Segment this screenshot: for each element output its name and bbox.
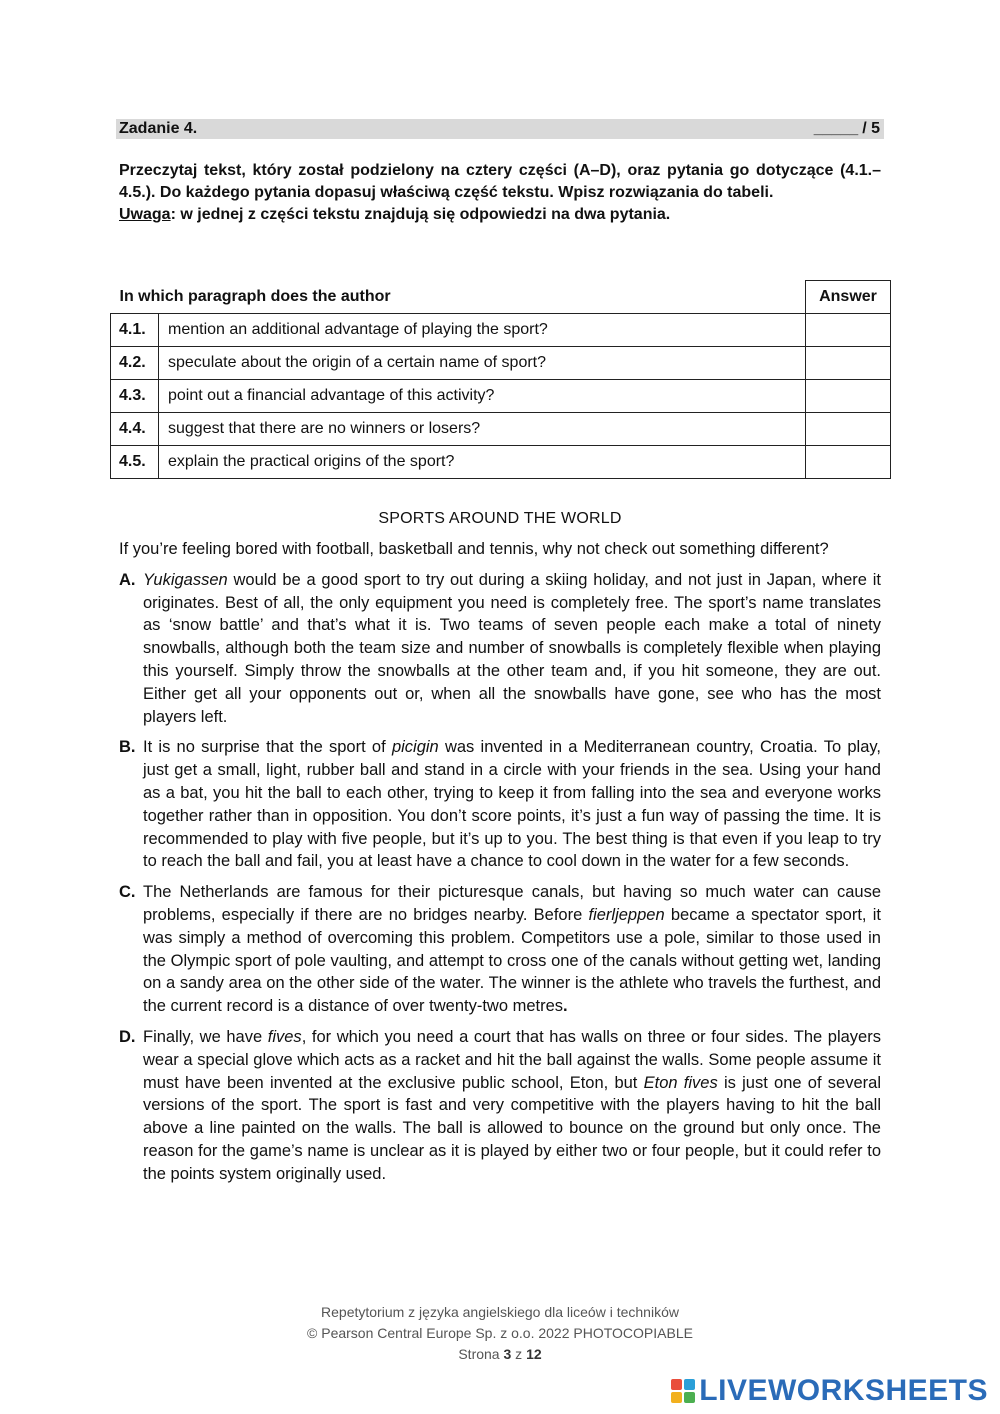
- question-text: explain the practical origins of the sport?: [159, 446, 806, 479]
- paragraph-c: [119, 881, 881, 1018]
- question-header: In which paragraph does the author: [119, 287, 391, 305]
- question-number: 4.4.: [111, 413, 159, 446]
- logo-square: [671, 1392, 682, 1403]
- footer-book-title: Repetytorium z języka angielskiego dla liceów i techników: [321, 1304, 679, 1320]
- sport-name: Eton fives: [643, 1073, 718, 1092]
- score-box: [814, 120, 880, 138]
- liveworksheets-logo[interactable]: [671, 1374, 988, 1408]
- article-title: SPORTS AROUND THE WORLD: [378, 510, 622, 527]
- paragraph-letter: A.: [119, 570, 136, 589]
- page-footer: [0, 1302, 1000, 1365]
- task-title: Zadanie 4.: [119, 120, 198, 137]
- paragraph-letter: B.: [119, 738, 136, 757]
- note-label: Uwaga: [119, 206, 171, 223]
- score-blank: _____: [813, 120, 859, 137]
- footer-copyright: © Pearson Central Europe Sp. z o.o. 2022 PHOTOCOPIABLE: [307, 1325, 693, 1341]
- paragraph-a: [119, 569, 881, 729]
- answer-cell[interactable]: [806, 446, 891, 479]
- paragraph-text: The Netherlands are famous for their picturesque canals, but having so much water can cause problems, especially if there are no bridges nearby. Before fierljeppen became a spectator sport, it was simply a method of overcoming this problem. Competitors use a pole, similar to those used in the Olympic sport of pole vaulting, and attempt to cross one of the canals without getting wet, landing on a sandy area on the other side of the water. The winner is the athlete who travels the furthest, and the current record is a distance of over twenty-two metres.: [143, 883, 881, 1016]
- logo-square: [671, 1379, 682, 1390]
- question-text: point out a financial advantage of this activity?: [159, 380, 806, 413]
- paragraph-text: Finally, we have fives, for which you need a court that has walls on three or four sides. The players wear a special glove which acts as a racket and hit the ball against the walls. Some people assume it must have been invented at the exclusive public school, Eton, but Eton fives is just one of several versions of the sport. The sport is fast and very competitive with the players having to hit the ball above a line painted on the walls. The ball is allowed to bounce on the ground but only once. The reason for the game’s name is unclear as it is played by either two or four people, but it could refer to the points system originally used.: [143, 1027, 881, 1183]
- paragraph-d: [119, 1026, 881, 1186]
- paragraph-letter: D.: [119, 1027, 136, 1046]
- answer-table: [110, 280, 891, 479]
- logo-grid-icon: [671, 1379, 695, 1403]
- answer-cell[interactable]: [806, 347, 891, 380]
- answer-cell[interactable]: [806, 413, 891, 446]
- table-row: [111, 347, 891, 380]
- logo-square: [684, 1379, 695, 1390]
- paragraph-b: [119, 736, 881, 873]
- table-header-row: [111, 281, 891, 314]
- score-max: / 5: [862, 120, 880, 137]
- paragraph-text: It is no surprise that the sport of picigin was invented in a Mediterranean country, Croatia. To play, just get a small, light, rubber ball and stand in a circle with your friends in the sea. Using your hand as a bat, you hit the ball to each other, trying to keep it from falling into the sea and everyone works together rather than in opposition. You don’t score points, it’s just a fun way of passing the time. It is recommended to play with five people, but it’s up to you. The best thing is that even if you leap to try to reach the ball and fail, you at least have a chance to cool down in the water for a few seconds.: [143, 738, 881, 871]
- paragraph-letter: C.: [119, 883, 136, 902]
- table-row: [111, 380, 891, 413]
- sport-name: fierljeppen: [588, 905, 665, 924]
- instructions-note: [119, 204, 881, 226]
- question-number: 4.5.: [111, 446, 159, 479]
- sport-name: Yukigassen: [143, 570, 228, 589]
- question-text: suggest that there are no winners or losers?: [159, 413, 806, 446]
- answer-cell[interactable]: [806, 314, 891, 347]
- sport-name: fives: [267, 1027, 302, 1046]
- table-row: [111, 314, 891, 347]
- brand-name: LIVEWORKSHEETS: [699, 1374, 988, 1407]
- question-text: speculate about the origin of a certain name of sport?: [159, 347, 806, 380]
- table-row: [111, 413, 891, 446]
- article-body: [119, 538, 881, 1194]
- question-number: 4.2.: [111, 347, 159, 380]
- instructions-main: Przeczytaj tekst, który został podzielony na cztery części (A–D), oraz pytania go dotyczące (4.1.–4.5.). Do każdego pytania dopasuj właściwą część tekstu. Wpisz rozwiązania do tabeli.: [119, 162, 881, 201]
- table-row: [111, 446, 891, 479]
- task-header: [116, 119, 884, 139]
- answer-cell[interactable]: [806, 380, 891, 413]
- paragraph-text: Yukigassen would be a good sport to try out during a skiing holiday, and not just in Japan, where it originates. Best of all, the only equipment you need is completely free. The sport’s name translates as ‘snow battle’ and that’s what it is. Two teams of seven people each make a total of ninety snowballs, although both the team size and number of snowballs is completely flexible when playing this yourself. Simply throw the snowballs at the other team and, if you hit someone, they are out. Either get all your opponents out or, when all the snowballs have gone, see who has the most players left.: [143, 570, 881, 726]
- article-intro: If you’re feeling bored with football, basketball and tennis, why not check out something different?: [119, 540, 829, 558]
- question-text: mention an additional advantage of playing the sport?: [159, 314, 806, 347]
- question-number: 4.3.: [111, 380, 159, 413]
- page-number: Strona 3 z 12: [458, 1346, 542, 1362]
- instructions: [119, 160, 881, 226]
- note-text: : w jednej z części tekstu znajdują się odpowiedzi na dwa pytania.: [170, 206, 671, 223]
- answer-header: Answer: [806, 281, 891, 314]
- question-number: 4.1.: [111, 314, 159, 347]
- logo-square: [684, 1392, 695, 1403]
- sport-name: picigin: [391, 738, 439, 757]
